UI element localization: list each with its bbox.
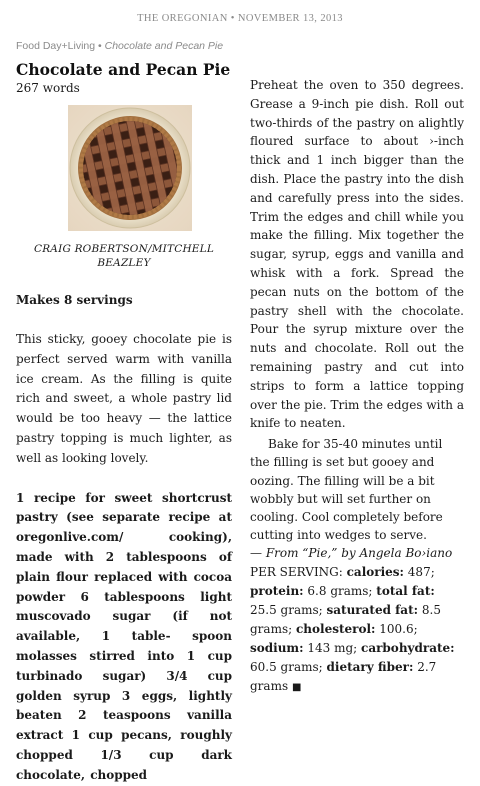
pie-photo: [68, 105, 192, 231]
protein-label: protein:: [250, 583, 304, 598]
total-fat-value: 25.5 grams;: [250, 602, 327, 617]
bake-paragraph: Bake for 35-40 minutes until the filling is set but gooey and oozing. The filling will be a bit wobbly but will set further on cooling. Cool completely before cutting into wedges to serve.: [250, 437, 443, 543]
dietary-fiber-value: 2.7 grams: [250, 659, 437, 693]
servings: Makes 8 servings: [16, 293, 133, 307]
carbohydrate-value: 60.5 grams;: [250, 659, 327, 674]
breadcrumb: [16, 40, 223, 52]
cholesterol-label: cholesterol:: [295, 621, 376, 636]
dietary-fiber-label: dietary fiber:: [326, 659, 414, 674]
intro-paragraph: This sticky, gooey chocolate pie is perfect served warm with vanilla ice cream. As the filling is quite rich and sweet, a whole pastry lid would be too heavy — the lattice pastry topping is much lighter, as well as looking lovely.: [16, 332, 232, 465]
saturated-fat-label: saturated fat:: [326, 602, 419, 617]
recipe-source: — From “Pie,” by Angela Bo›iano: [250, 546, 453, 561]
directions-paragraph: Preheat the oven to 350 degrees. Grease a 9-inch pie dish. Roll out two-thirds of the pastry on alightly floured surface to about ›-inch thick and 1 inch bigger than the dish. Place the pastry into the dish and carefully press into the sides. Trim the edges and chill while you make the filling. Mix together the sugar, syrup, eggs and vanilla and whisk with a fork. Spread the pecan nuts on the bottom of the pastry shell with the chocolate. Pour the syrup mixture over the nuts and chocolate. Roll out the remaining pastry and cut into strips to form a lattice topping over the pie. Trim the edges with a knife to neaten.: [250, 78, 464, 431]
breadcrumb-current: Chocolate and Pecan Pie: [104, 40, 224, 52]
carbohydrate-label: carbohydrate:: [361, 640, 455, 655]
nutrition-prefix: PER SERVING:: [250, 564, 347, 579]
article-left-column: [16, 60, 232, 786]
protein-value: 6.8 grams;: [303, 583, 377, 598]
photo-caption: CRAIG ROBERTSON/MITCHELL BEAZLEY: [33, 243, 215, 269]
masthead: THE OREGONIAN • NOVEMBER 13, 2013: [137, 13, 343, 24]
cholesterol-value: 100.6;: [375, 621, 418, 636]
ingredients-list: 1 recipe for sweet shortcrust pastry (see separate recipe at oregonlive.com/ cooking), made with 2 tablespoons of plain flour replaced with cocoa powder 6 tablespoons light muscovado sugar (if not available, 1 table- spoon molasses stirred into 1 cup turbinado sugar) 3/4 cup golden syrup 3 eggs, lightly beaten 2 teaspoons vanilla extract 1 cup pecans, roughly chopped 1/3 cup dark chocolate, chopped: [16, 490, 232, 782]
sodium-label: sodium:: [250, 640, 304, 655]
nutrition-info: [250, 563, 464, 697]
sodium-value: 143 mg;: [303, 640, 362, 655]
saturated-fat-value: 8.5 grams;: [250, 602, 441, 636]
calories-value: 487;: [403, 564, 435, 579]
article-right-column: [250, 76, 464, 697]
article-title: Chocolate and Pecan Pie: [16, 60, 231, 79]
pie-image: [68, 105, 192, 231]
calories-label: calories:: [346, 564, 404, 579]
total-fat-label: total fat:: [376, 583, 435, 598]
breadcrumb-section-link[interactable]: Food Day+Living: [16, 40, 96, 52]
breadcrumb-separator: •: [95, 40, 105, 52]
end-of-article-square-icon: ■: [291, 681, 302, 693]
word-count: 267 words: [16, 81, 80, 95]
